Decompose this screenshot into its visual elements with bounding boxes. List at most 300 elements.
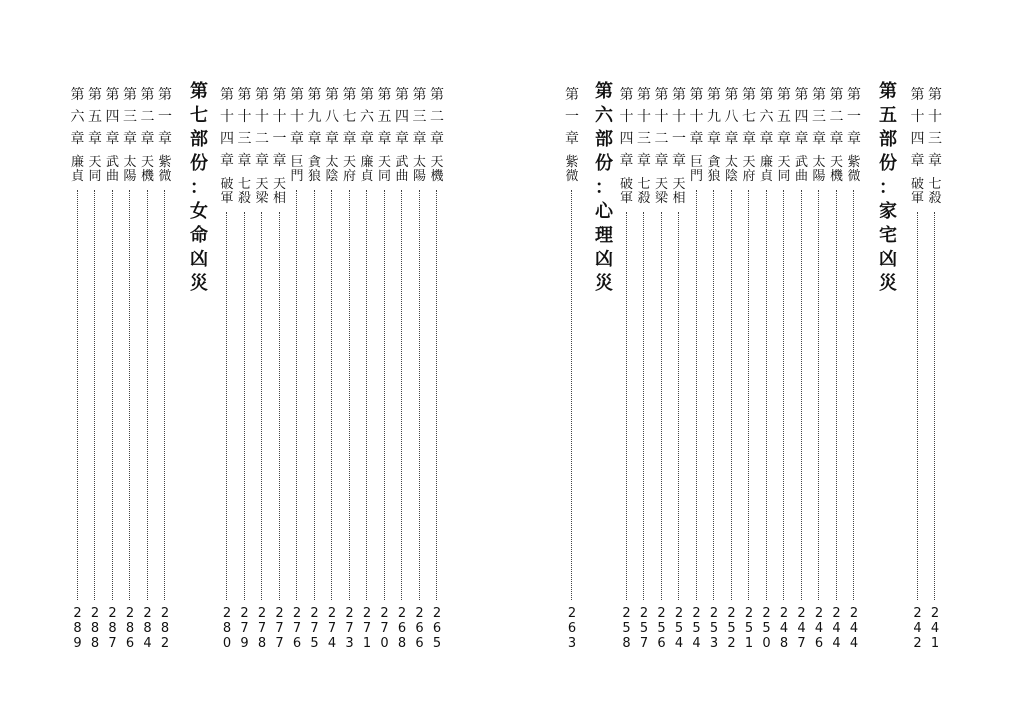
chapter-title-char: 七	[928, 177, 942, 192]
page-number-char: 5	[709, 621, 719, 636]
dot-leader	[801, 190, 802, 600]
page-number	[121, 606, 139, 651]
toc-entry[interactable]	[563, 84, 581, 654]
part-heading-char: 理	[595, 225, 613, 246]
chapter-title	[740, 156, 758, 184]
chapter-number-char: 章	[105, 131, 120, 147]
chapter-title-char: 天	[342, 155, 356, 170]
toc-entry[interactable]	[653, 84, 671, 654]
page-number-char: 4	[814, 621, 824, 636]
chapter-title-char: 貞	[360, 169, 374, 184]
chapter-title-char: 陰	[325, 169, 339, 184]
chapter-number	[618, 84, 636, 172]
chapter-number-char: 章	[123, 131, 137, 147]
page-number-char: 6	[397, 621, 407, 636]
chapter-title-char: 天	[255, 177, 269, 192]
chapter-title-char: 天	[672, 177, 686, 192]
page-number-char: 2	[913, 636, 922, 651]
chapter-number	[909, 84, 927, 172]
chapter-title-char: 貪	[707, 155, 721, 170]
part-heading-char: 災	[595, 273, 613, 294]
chapter-title-char: 殺	[637, 191, 651, 206]
chapter-number	[688, 84, 706, 150]
chapter-number-char: 第	[272, 87, 287, 103]
chapter-number-char: 章	[928, 153, 942, 169]
page-number	[635, 606, 653, 651]
page-number-char: 7	[257, 621, 267, 636]
chapter-number	[306, 84, 324, 150]
chapter-title-char: 巨	[290, 155, 304, 170]
page-number	[156, 606, 174, 651]
page-number-char: 1	[744, 636, 754, 651]
toc-entry[interactable]	[828, 84, 846, 654]
chapter-title-char: 府	[342, 169, 356, 184]
chapter-number	[341, 84, 359, 150]
part-heading-char: 災	[190, 273, 208, 294]
page-number-char: 6	[432, 621, 442, 636]
page-number-char: 6	[415, 636, 424, 651]
page-number-char: 2	[913, 606, 922, 621]
chapter-number-char: 七	[742, 109, 756, 125]
chapter-title-char: 殺	[237, 191, 251, 206]
chapter-number-char: 章	[637, 153, 651, 169]
toc-entry[interactable]	[758, 84, 776, 654]
chapter-title-char: 貪	[307, 155, 321, 170]
chapter-number	[670, 84, 688, 172]
chapter-number-char: 章	[140, 131, 155, 147]
page-number-char: 8	[779, 636, 789, 651]
page-number-char: 2	[849, 606, 859, 621]
page-number-char: 8	[90, 621, 100, 636]
page-number-char: 6	[125, 636, 135, 651]
toc-entry[interactable]	[845, 84, 863, 654]
page-number-char: 1	[930, 636, 940, 651]
dot-leader	[129, 190, 130, 600]
chapter-number-char: 十	[928, 109, 942, 125]
toc-entry[interactable]	[86, 84, 104, 654]
chapter-number-char: 十	[237, 109, 252, 125]
chapter-title	[723, 156, 741, 184]
page-number-char: 7	[327, 621, 337, 636]
toc-entry[interactable]	[104, 84, 122, 654]
chapter-number-char: 五	[777, 109, 791, 125]
toc-entry[interactable]	[376, 84, 394, 654]
page-number-char: 1	[362, 636, 372, 651]
chapter-number	[121, 84, 139, 150]
chapter-title-char: 府	[742, 169, 756, 184]
page-number-char: 2	[674, 606, 684, 621]
page-number	[253, 606, 271, 651]
chapter-number-char: 四	[395, 109, 409, 125]
chapter-number-char: 第	[707, 87, 721, 103]
dot-leader	[836, 190, 837, 600]
chapter-title	[810, 156, 828, 184]
dot-leader	[661, 212, 662, 600]
page-number	[653, 606, 671, 651]
chapter-title-char: 機	[829, 169, 843, 184]
toc-entry[interactable]	[393, 84, 411, 654]
chapter-number-char: 第	[325, 87, 339, 103]
page-number-char: 3	[567, 636, 577, 651]
chapter-title-char: 貞	[70, 169, 84, 184]
chapter-number-char: 十	[910, 109, 925, 125]
page-number-char: 2	[930, 606, 940, 621]
page-number-char: 6	[415, 621, 424, 636]
chapter-number	[635, 84, 653, 172]
chapter-title	[618, 178, 636, 206]
page-number-char: 2	[327, 606, 337, 621]
chapter-number-char: 章	[290, 131, 304, 147]
part-heading-char: 七	[190, 105, 208, 126]
chapter-number	[428, 84, 446, 150]
chapter-number-char: 章	[724, 131, 739, 147]
chapter-title-char: 同	[777, 169, 791, 184]
chapter-number-char: 十	[255, 109, 269, 125]
toc-entry[interactable]	[635, 84, 653, 654]
toc-entry[interactable]	[926, 84, 944, 654]
chapter-number-char: 六	[70, 109, 85, 125]
toc-entry[interactable]	[723, 84, 741, 654]
chapter-number-char: 一	[272, 131, 287, 147]
chapter-number	[653, 84, 671, 172]
chapter-number-char: 五	[377, 109, 392, 125]
chapter-number-char: 章	[847, 131, 861, 147]
chapter-number-char: 十	[220, 109, 234, 125]
chapter-title-char: 破	[220, 177, 234, 192]
toc-entry[interactable]	[618, 84, 636, 654]
page-number-char: 8	[108, 621, 117, 636]
page-number-char: 8	[73, 621, 82, 636]
chapter-title	[104, 156, 122, 184]
dot-leader	[261, 212, 262, 600]
page-number-char: 7	[362, 621, 372, 636]
page-number-char: 2	[797, 606, 806, 621]
page-number-char: 2	[832, 606, 841, 621]
chapter-number-char: 三	[812, 109, 826, 125]
chapter-number-char: 二	[255, 131, 269, 147]
chapter-title	[845, 156, 863, 184]
chapter-number-char: 第	[255, 87, 269, 103]
chapter-number-char: 第	[759, 87, 774, 103]
page-number	[341, 606, 359, 651]
chapter-number-char: 五	[88, 109, 102, 125]
page-number-char: 4	[692, 636, 701, 651]
page-number	[758, 606, 776, 651]
toc-entry[interactable]	[236, 84, 254, 654]
part-heading-char: 六	[595, 105, 613, 126]
chapter-number-char: 十	[672, 109, 686, 125]
page-number	[618, 606, 636, 651]
page-number-char: 2	[108, 606, 117, 621]
chapter-number-char: 第	[140, 87, 155, 103]
toc-entry[interactable]	[358, 84, 376, 654]
chapter-title-char: 天	[654, 177, 668, 192]
toc-entry[interactable]	[775, 84, 793, 654]
page-number	[104, 606, 122, 651]
toc-entry[interactable]	[306, 84, 324, 654]
chapter-number-char: 四	[794, 109, 809, 125]
dot-leader	[349, 190, 350, 600]
chapter-title-char: 破	[910, 177, 924, 192]
part-heading-char: 命	[190, 225, 208, 246]
chapter-number-char: 章	[220, 153, 234, 169]
toc-entry[interactable]	[670, 84, 688, 654]
part-heading-char: 宅	[879, 225, 897, 246]
chapter-number	[376, 84, 394, 150]
chapter-title-char: 狼	[307, 169, 321, 184]
page-number-char: 0	[380, 636, 389, 651]
chapter-title-char: 梁	[654, 191, 668, 206]
toc-entry[interactable]	[411, 84, 429, 654]
dot-leader	[678, 212, 679, 600]
page-number-char: 7	[310, 621, 319, 636]
chapter-title-char: 天	[272, 177, 286, 192]
chapter-number-char: 第	[237, 87, 252, 103]
chapter-number-char: 七	[342, 109, 357, 125]
chapter-number-char: 第	[412, 87, 427, 103]
chapter-title	[253, 178, 271, 206]
chapter-number-char: 四	[105, 109, 120, 125]
chapter-number	[775, 84, 793, 150]
chapter-title-char: 貞	[759, 169, 773, 184]
chapter-number-char: 第	[637, 87, 651, 103]
dot-leader	[77, 190, 78, 600]
chapter-number-char: 第	[812, 87, 826, 103]
toc-entry[interactable]	[218, 84, 236, 654]
chapter-number-char: 第	[290, 87, 304, 103]
page-number-char: 8	[143, 621, 152, 636]
chapter-title-char: 軍	[619, 191, 633, 206]
chapter-number	[139, 84, 157, 150]
toc-entry[interactable]	[139, 84, 157, 654]
part-heading-char: 第	[595, 81, 613, 102]
chapter-number-char: 第	[777, 87, 791, 103]
page-number-char: 7	[639, 636, 649, 651]
chapter-number-char: 四	[910, 131, 925, 147]
part-heading	[593, 80, 615, 296]
dot-leader	[731, 190, 732, 600]
chapter-title	[156, 156, 174, 184]
chapter-title-char: 同	[377, 169, 391, 184]
chapter-title-char: 機	[140, 169, 154, 184]
chapter-title-char: 七	[237, 177, 251, 192]
toc-entry[interactable]	[253, 84, 271, 654]
chapter-title-char: 廉	[360, 155, 374, 170]
page-number	[828, 606, 846, 651]
part-heading-char: 家	[879, 201, 897, 222]
chapter-number-char: 章	[237, 153, 252, 169]
part-heading-char: 凶	[879, 249, 897, 270]
part-heading-char: ：	[879, 177, 897, 198]
chapter-number-char: 八	[325, 109, 339, 125]
chapter-number-char: 章	[88, 131, 102, 147]
chapter-number-char: 章	[70, 131, 85, 147]
page-number-char: 2	[160, 606, 170, 621]
page-number	[845, 606, 863, 651]
chapter-title	[909, 178, 927, 206]
chapter-title-char: 廉	[759, 155, 773, 170]
chapter-title-char: 陰	[724, 169, 738, 184]
chapter-title-char: 武	[395, 155, 409, 170]
chapter-number-char: 第	[672, 87, 686, 103]
page-number	[271, 606, 289, 651]
part-heading-char: 份	[595, 153, 613, 174]
dot-leader	[366, 190, 367, 600]
chapter-title	[218, 178, 236, 206]
chapter-number	[323, 84, 341, 150]
chapter-title-char: 機	[430, 169, 444, 184]
part-heading-char: 份	[190, 153, 208, 174]
chapter-number-char: 第	[565, 87, 579, 103]
page-number-char: 2	[380, 606, 389, 621]
page-number-char: 2	[345, 606, 354, 621]
toc-entry[interactable]	[271, 84, 289, 654]
toc-entry[interactable]	[323, 84, 341, 654]
chapter-title-char: 同	[88, 169, 102, 184]
chapter-number-char: 章	[829, 131, 844, 147]
page-number-char: 2	[762, 606, 771, 621]
dot-leader	[226, 212, 227, 600]
chapter-title-char: 太	[123, 155, 137, 170]
chapter-number-char: 三	[928, 131, 942, 147]
chapter-number-char: 二	[829, 109, 844, 125]
page-number-char: 4	[832, 621, 841, 636]
chapter-number	[104, 84, 122, 150]
chapter-title-char: 天	[140, 155, 154, 170]
chapter-number-char: 十	[689, 109, 704, 125]
chapter-number-char: 三	[412, 109, 427, 125]
chapter-number-char: 第	[123, 87, 137, 103]
chapter-number-char: 九	[707, 109, 721, 125]
page-number-char: 5	[657, 621, 666, 636]
page-number-char: 5	[622, 621, 631, 636]
page-number-char: 8	[160, 621, 170, 636]
chapter-title	[775, 156, 793, 184]
toc-entry[interactable]	[341, 84, 359, 654]
chapter-number-char: 九	[307, 109, 322, 125]
chapter-number-char: 章	[689, 131, 704, 147]
chapter-title-char: 相	[272, 191, 286, 206]
chapter-number-char: 六	[759, 109, 774, 125]
toc-entry[interactable]	[428, 84, 446, 654]
page-number	[236, 606, 254, 651]
dot-leader	[314, 190, 315, 600]
chapter-title	[306, 156, 324, 184]
page-number	[740, 606, 758, 651]
chapter-number-char: 第	[689, 87, 704, 103]
toc-entry[interactable]	[793, 84, 811, 654]
chapter-number-char: 三	[637, 131, 651, 147]
toc-entry[interactable]	[909, 84, 927, 654]
page-number-char: 5	[727, 621, 736, 636]
chapter-title-char: 陽	[812, 169, 826, 184]
chapter-number-char: 章	[672, 153, 686, 169]
chapter-number-char: 第	[910, 87, 925, 103]
chapter-number-char: 八	[724, 109, 739, 125]
right-page	[512, 0, 1024, 724]
chapter-title-char: 天	[777, 155, 791, 170]
page-number-char: 5	[639, 621, 649, 636]
chapter-number	[288, 84, 306, 150]
chapter-title	[828, 156, 846, 184]
page-number-char: 7	[292, 621, 302, 636]
chapter-number	[793, 84, 811, 150]
dot-leader	[94, 190, 95, 600]
chapter-title	[376, 156, 394, 184]
page-number-char: 7	[345, 621, 354, 636]
chapter-title	[86, 156, 104, 184]
dot-leader	[147, 190, 148, 600]
chapter-title-char: 武	[794, 155, 808, 170]
toc-entry[interactable]	[705, 84, 723, 654]
chapter-number	[563, 84, 581, 150]
page-number	[411, 606, 429, 651]
page-number-char: 2	[240, 606, 249, 621]
page-number-char: 3	[709, 636, 719, 651]
chapter-title	[323, 156, 341, 184]
chapter-number	[156, 84, 174, 150]
chapter-title-char: 太	[325, 155, 339, 170]
page-number-char: 4	[674, 636, 684, 651]
dot-leader	[917, 212, 918, 600]
page-number-char: 4	[797, 621, 806, 636]
chapter-number-char: 章	[812, 131, 826, 147]
chapter-number-char: 二	[140, 109, 155, 125]
part-heading	[877, 80, 899, 296]
page-number-char: 4	[913, 621, 922, 636]
chapter-title	[271, 178, 289, 206]
chapter-number-char: 章	[272, 153, 287, 169]
toc-entry[interactable]	[156, 84, 174, 654]
chapter-title	[670, 178, 688, 206]
page-number-char: 8	[622, 636, 631, 651]
toc-entry[interactable]	[688, 84, 706, 654]
page-number-char: 2	[125, 606, 135, 621]
chapter-title-char: 狼	[707, 169, 721, 184]
chapter-title-char: 廉	[70, 155, 84, 170]
toc-entry[interactable]	[810, 84, 828, 654]
toc-entry[interactable]	[740, 84, 758, 654]
page-number-char: 7	[240, 621, 249, 636]
chapter-title-char: 殺	[928, 191, 942, 206]
page-number-char: 4	[849, 636, 859, 651]
chapter-number	[810, 84, 828, 150]
page-number-char: 4	[779, 621, 789, 636]
dot-leader	[626, 212, 627, 600]
chapter-number-char: 第	[307, 87, 322, 103]
page-number	[688, 606, 706, 651]
page-number	[393, 606, 411, 651]
chapter-number-char: 章	[794, 131, 809, 147]
chapter-title	[121, 156, 139, 184]
chapter-number-char: 章	[910, 153, 925, 169]
dot-leader	[164, 190, 165, 600]
chapter-title-char: 陽	[412, 169, 426, 184]
part-heading-char: 份	[879, 153, 897, 174]
dot-leader	[401, 190, 402, 600]
toc-entry[interactable]	[69, 84, 87, 654]
page-number	[288, 606, 306, 651]
page-number	[775, 606, 793, 651]
page-number-char: 2	[567, 606, 577, 621]
page-number	[376, 606, 394, 651]
page-number-char: 2	[292, 606, 302, 621]
dot-leader	[934, 212, 935, 600]
toc-entry[interactable]	[121, 84, 139, 654]
toc-entry[interactable]	[288, 84, 306, 654]
page-number-char: 5	[744, 621, 754, 636]
page-number-char: 0	[762, 636, 771, 651]
